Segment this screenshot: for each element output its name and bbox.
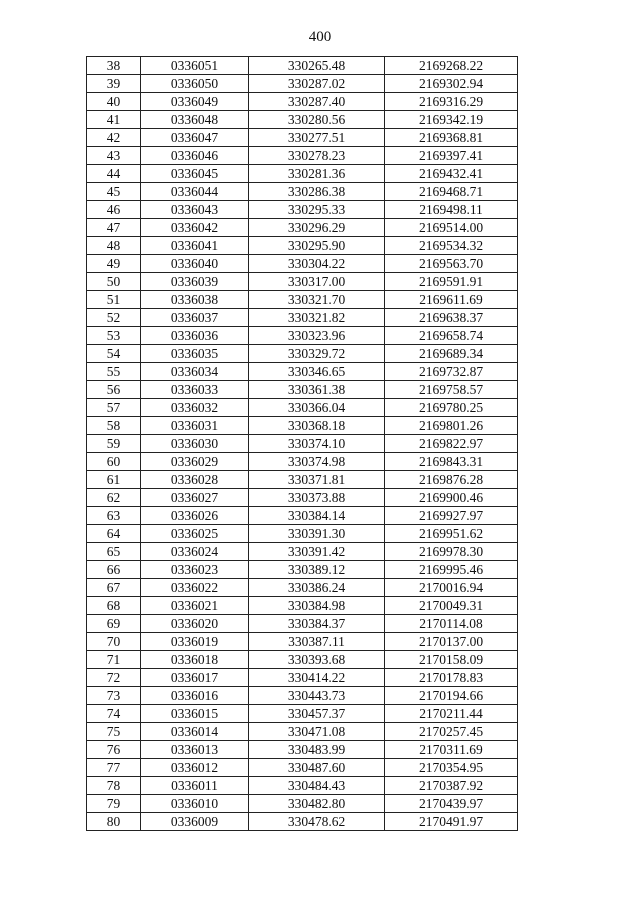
point-number-cell: 79: [87, 795, 141, 813]
point-number-cell: 59: [87, 435, 141, 453]
point-id-cell: 0336018: [141, 651, 249, 669]
x-coordinate-cell: 330387.11: [249, 633, 385, 651]
point-id-cell: 0336017: [141, 669, 249, 687]
y-coordinate-cell: 2169822.97: [385, 435, 518, 453]
point-number-cell: 63: [87, 507, 141, 525]
table-row: [87, 633, 518, 651]
y-coordinate-cell: 2169302.94: [385, 75, 518, 93]
x-coordinate-cell: 330391.30: [249, 525, 385, 543]
x-coordinate-cell: 330287.02: [249, 75, 385, 93]
table-row: [87, 327, 518, 345]
y-coordinate-cell: 2169432.41: [385, 165, 518, 183]
point-id-cell: 0336032: [141, 399, 249, 417]
point-number-cell: 70: [87, 633, 141, 651]
table-row: [87, 723, 518, 741]
point-id-cell: 0336025: [141, 525, 249, 543]
point-id-cell: 0336012: [141, 759, 249, 777]
table-row: [87, 75, 518, 93]
y-coordinate-cell: 2170311.69: [385, 741, 518, 759]
table-row: [87, 651, 518, 669]
y-coordinate-cell: 2170158.09: [385, 651, 518, 669]
y-coordinate-cell: 2169611.69: [385, 291, 518, 309]
point-id-cell: 0336010: [141, 795, 249, 813]
point-number-cell: 50: [87, 273, 141, 291]
point-number-cell: 38: [87, 57, 141, 75]
table-row: [87, 237, 518, 255]
page-number: 400: [308, 29, 332, 45]
point-id-cell: 0336051: [141, 57, 249, 75]
point-number-cell: 39: [87, 75, 141, 93]
table-row: [87, 165, 518, 183]
x-coordinate-cell: 330371.81: [249, 471, 385, 489]
point-id-cell: 0336037: [141, 309, 249, 327]
point-number-cell: 60: [87, 453, 141, 471]
x-coordinate-cell: 330366.04: [249, 399, 385, 417]
x-coordinate-cell: 330317.00: [249, 273, 385, 291]
y-coordinate-cell: 2170016.94: [385, 579, 518, 597]
table-row: [87, 759, 518, 777]
point-id-cell: 0336020: [141, 615, 249, 633]
table-row: [87, 417, 518, 435]
point-id-cell: 0336027: [141, 489, 249, 507]
table-row: [87, 453, 518, 471]
point-number-cell: 42: [87, 129, 141, 147]
table-row: [87, 57, 518, 75]
table-row: [87, 507, 518, 525]
x-coordinate-cell: 330295.33: [249, 201, 385, 219]
point-number-cell: 72: [87, 669, 141, 687]
point-id-cell: 0336016: [141, 687, 249, 705]
y-coordinate-cell: 2169995.46: [385, 561, 518, 579]
x-coordinate-cell: 330384.98: [249, 597, 385, 615]
y-coordinate-cell: 2169397.41: [385, 147, 518, 165]
x-coordinate-cell: 330374.10: [249, 435, 385, 453]
table-row: [87, 399, 518, 417]
y-coordinate-cell: 2170211.44: [385, 705, 518, 723]
point-id-cell: 0336031: [141, 417, 249, 435]
x-coordinate-cell: 330287.40: [249, 93, 385, 111]
y-coordinate-cell: 2169638.37: [385, 309, 518, 327]
point-id-cell: 0336035: [141, 345, 249, 363]
y-coordinate-cell: 2169876.28: [385, 471, 518, 489]
point-number-cell: 69: [87, 615, 141, 633]
point-id-cell: 0336019: [141, 633, 249, 651]
point-number-cell: 66: [87, 561, 141, 579]
table-row: [87, 471, 518, 489]
y-coordinate-cell: 2170049.31: [385, 597, 518, 615]
table-row: [87, 525, 518, 543]
point-number-cell: 45: [87, 183, 141, 201]
table-row: [87, 543, 518, 561]
x-coordinate-cell: 330281.36: [249, 165, 385, 183]
point-id-cell: 0336028: [141, 471, 249, 489]
table-row: [87, 183, 518, 201]
table-row: [87, 111, 518, 129]
x-coordinate-cell: 330389.12: [249, 561, 385, 579]
table-row: [87, 669, 518, 687]
x-coordinate-cell: 330329.72: [249, 345, 385, 363]
y-coordinate-cell: 2169951.62: [385, 525, 518, 543]
point-id-cell: 0336033: [141, 381, 249, 399]
table-row: [87, 273, 518, 291]
y-coordinate-cell: 2169900.46: [385, 489, 518, 507]
x-coordinate-cell: 330368.18: [249, 417, 385, 435]
point-id-cell: 0336034: [141, 363, 249, 381]
point-id-cell: 0336024: [141, 543, 249, 561]
table-row: [87, 813, 518, 831]
point-id-cell: 0336015: [141, 705, 249, 723]
point-number-cell: 73: [87, 687, 141, 705]
table-row: [87, 489, 518, 507]
y-coordinate-cell: 2170257.45: [385, 723, 518, 741]
x-coordinate-cell: 330321.70: [249, 291, 385, 309]
x-coordinate-cell: 330471.08: [249, 723, 385, 741]
point-id-cell: 0336048: [141, 111, 249, 129]
x-coordinate-cell: 330265.48: [249, 57, 385, 75]
point-number-cell: 67: [87, 579, 141, 597]
x-coordinate-cell: 330484.43: [249, 777, 385, 795]
point-number-cell: 46: [87, 201, 141, 219]
x-coordinate-cell: 330280.56: [249, 111, 385, 129]
y-coordinate-cell: 2169780.25: [385, 399, 518, 417]
point-id-cell: 0336047: [141, 129, 249, 147]
point-number-cell: 44: [87, 165, 141, 183]
point-id-cell: 0336036: [141, 327, 249, 345]
y-coordinate-cell: 2169514.00: [385, 219, 518, 237]
y-coordinate-cell: 2169758.57: [385, 381, 518, 399]
point-number-cell: 55: [87, 363, 141, 381]
table-row: [87, 435, 518, 453]
x-coordinate-cell: 330286.38: [249, 183, 385, 201]
point-number-cell: 71: [87, 651, 141, 669]
y-coordinate-cell: 2170194.66: [385, 687, 518, 705]
point-id-cell: 0336023: [141, 561, 249, 579]
y-coordinate-cell: 2170137.00: [385, 633, 518, 651]
x-coordinate-cell: 330482.80: [249, 795, 385, 813]
point-id-cell: 0336022: [141, 579, 249, 597]
x-coordinate-cell: 330414.22: [249, 669, 385, 687]
point-number-cell: 56: [87, 381, 141, 399]
point-id-cell: 0336049: [141, 93, 249, 111]
point-id-cell: 0336045: [141, 165, 249, 183]
point-number-cell: 65: [87, 543, 141, 561]
point-id-cell: 0336040: [141, 255, 249, 273]
point-id-cell: 0336041: [141, 237, 249, 255]
point-id-cell: 0336026: [141, 507, 249, 525]
table-row: [87, 687, 518, 705]
point-number-cell: 58: [87, 417, 141, 435]
point-number-cell: 61: [87, 471, 141, 489]
y-coordinate-cell: 2170178.83: [385, 669, 518, 687]
point-number-cell: 74: [87, 705, 141, 723]
table-row: [87, 615, 518, 633]
point-number-cell: 51: [87, 291, 141, 309]
y-coordinate-cell: 2169268.22: [385, 57, 518, 75]
table-row: [87, 309, 518, 327]
point-id-cell: 0336021: [141, 597, 249, 615]
y-coordinate-cell: 2169342.19: [385, 111, 518, 129]
y-coordinate-cell: 2169801.26: [385, 417, 518, 435]
y-coordinate-cell: 2169732.87: [385, 363, 518, 381]
table-row: [87, 741, 518, 759]
point-id-cell: 0336050: [141, 75, 249, 93]
table-row: [87, 219, 518, 237]
x-coordinate-cell: 330483.99: [249, 741, 385, 759]
x-coordinate-cell: 330384.37: [249, 615, 385, 633]
point-number-cell: 80: [87, 813, 141, 831]
point-id-cell: 0336014: [141, 723, 249, 741]
x-coordinate-cell: 330321.82: [249, 309, 385, 327]
point-id-cell: 0336038: [141, 291, 249, 309]
table-row: [87, 255, 518, 273]
point-id-cell: 0336044: [141, 183, 249, 201]
x-coordinate-cell: 330487.60: [249, 759, 385, 777]
point-number-cell: 76: [87, 741, 141, 759]
point-id-cell: 0336042: [141, 219, 249, 237]
x-coordinate-cell: 330443.73: [249, 687, 385, 705]
x-coordinate-cell: 330323.96: [249, 327, 385, 345]
table-row: [87, 363, 518, 381]
x-coordinate-cell: 330393.68: [249, 651, 385, 669]
point-number-cell: 48: [87, 237, 141, 255]
table-row: [87, 795, 518, 813]
y-coordinate-cell: 2169534.32: [385, 237, 518, 255]
point-id-cell: 0336039: [141, 273, 249, 291]
table-row: [87, 345, 518, 363]
table-row: [87, 147, 518, 165]
table-row: [87, 381, 518, 399]
coordinates-table-body: [87, 57, 518, 831]
table-row: [87, 561, 518, 579]
y-coordinate-cell: 2169658.74: [385, 327, 518, 345]
table-row: [87, 597, 518, 615]
x-coordinate-cell: 330277.51: [249, 129, 385, 147]
x-coordinate-cell: 330457.37: [249, 705, 385, 723]
x-coordinate-cell: 330361.38: [249, 381, 385, 399]
point-number-cell: 43: [87, 147, 141, 165]
y-coordinate-cell: 2169563.70: [385, 255, 518, 273]
y-coordinate-cell: 2169316.29: [385, 93, 518, 111]
table-row: [87, 129, 518, 147]
point-number-cell: 53: [87, 327, 141, 345]
point-number-cell: 54: [87, 345, 141, 363]
y-coordinate-cell: 2170491.97: [385, 813, 518, 831]
y-coordinate-cell: 2169498.11: [385, 201, 518, 219]
table-row: [87, 291, 518, 309]
y-coordinate-cell: 2170354.95: [385, 759, 518, 777]
table-row: [87, 579, 518, 597]
point-id-cell: 0336013: [141, 741, 249, 759]
point-number-cell: 52: [87, 309, 141, 327]
point-id-cell: 0336043: [141, 201, 249, 219]
x-coordinate-cell: 330346.65: [249, 363, 385, 381]
y-coordinate-cell: 2169927.97: [385, 507, 518, 525]
x-coordinate-cell: 330386.24: [249, 579, 385, 597]
x-coordinate-cell: 330478.62: [249, 813, 385, 831]
x-coordinate-cell: 330373.88: [249, 489, 385, 507]
y-coordinate-cell: 2169689.34: [385, 345, 518, 363]
x-coordinate-cell: 330391.42: [249, 543, 385, 561]
point-number-cell: 64: [87, 525, 141, 543]
point-number-cell: 40: [87, 93, 141, 111]
y-coordinate-cell: 2170114.08: [385, 615, 518, 633]
table-row: [87, 201, 518, 219]
point-number-cell: 78: [87, 777, 141, 795]
point-id-cell: 0336029: [141, 453, 249, 471]
point-id-cell: 0336030: [141, 435, 249, 453]
point-number-cell: 49: [87, 255, 141, 273]
y-coordinate-cell: 2169978.30: [385, 543, 518, 561]
y-coordinate-cell: 2170387.92: [385, 777, 518, 795]
x-coordinate-cell: 330374.98: [249, 453, 385, 471]
point-id-cell: 0336011: [141, 777, 249, 795]
y-coordinate-cell: 2169468.71: [385, 183, 518, 201]
table-row: [87, 93, 518, 111]
point-number-cell: 77: [87, 759, 141, 777]
point-id-cell: 0336009: [141, 813, 249, 831]
x-coordinate-cell: 330296.29: [249, 219, 385, 237]
y-coordinate-cell: 2170439.97: [385, 795, 518, 813]
y-coordinate-cell: 2169591.91: [385, 273, 518, 291]
table-row: [87, 705, 518, 723]
point-number-cell: 41: [87, 111, 141, 129]
point-number-cell: 47: [87, 219, 141, 237]
point-number-cell: 75: [87, 723, 141, 741]
y-coordinate-cell: 2169843.31: [385, 453, 518, 471]
x-coordinate-cell: 330384.14: [249, 507, 385, 525]
point-number-cell: 57: [87, 399, 141, 417]
point-id-cell: 0336046: [141, 147, 249, 165]
x-coordinate-cell: 330304.22: [249, 255, 385, 273]
table-row: [87, 777, 518, 795]
y-coordinate-cell: 2169368.81: [385, 129, 518, 147]
point-number-cell: 62: [87, 489, 141, 507]
coordinates-table: [86, 56, 518, 831]
x-coordinate-cell: 330278.23: [249, 147, 385, 165]
point-number-cell: 68: [87, 597, 141, 615]
x-coordinate-cell: 330295.90: [249, 237, 385, 255]
